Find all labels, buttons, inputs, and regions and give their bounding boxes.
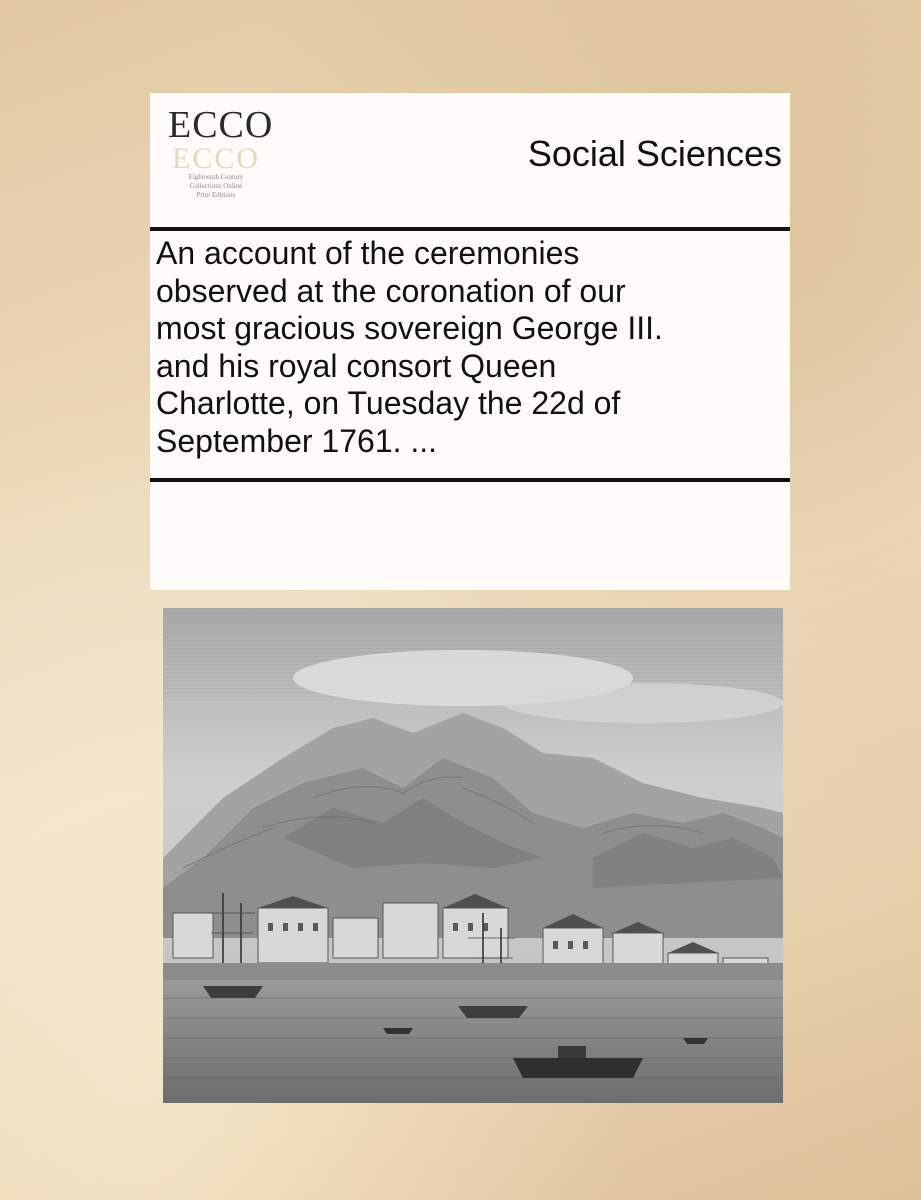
title-line: observed at the coronation of our bbox=[156, 272, 626, 309]
logo-subline-1: Eighteenth Century bbox=[188, 173, 244, 181]
logo-ghost-mark: ECCO bbox=[171, 142, 260, 175]
top-rule bbox=[150, 227, 790, 231]
title-line: and his royal consort Queen bbox=[156, 347, 557, 384]
book-title bbox=[156, 235, 786, 460]
logo-subline-2: Collections Online bbox=[189, 182, 243, 190]
series-label: Social Sciences bbox=[527, 133, 782, 174]
title-line: An account of the ceremonies bbox=[156, 235, 580, 271]
ecco-logo bbox=[168, 104, 274, 219]
title-line: Charlotte, on Tuesday the 22d of bbox=[156, 385, 621, 421]
logo-subline-3: Print Editions bbox=[196, 191, 236, 199]
bottom-rule bbox=[150, 478, 790, 482]
book-cover-panel bbox=[150, 93, 790, 590]
title-line: most gracious sovereign George III. bbox=[156, 310, 663, 346]
title-line: September 1761. ... bbox=[156, 422, 438, 459]
logo-mark: ECCO bbox=[168, 104, 274, 146]
harbor-engraving-image bbox=[163, 608, 783, 1103]
